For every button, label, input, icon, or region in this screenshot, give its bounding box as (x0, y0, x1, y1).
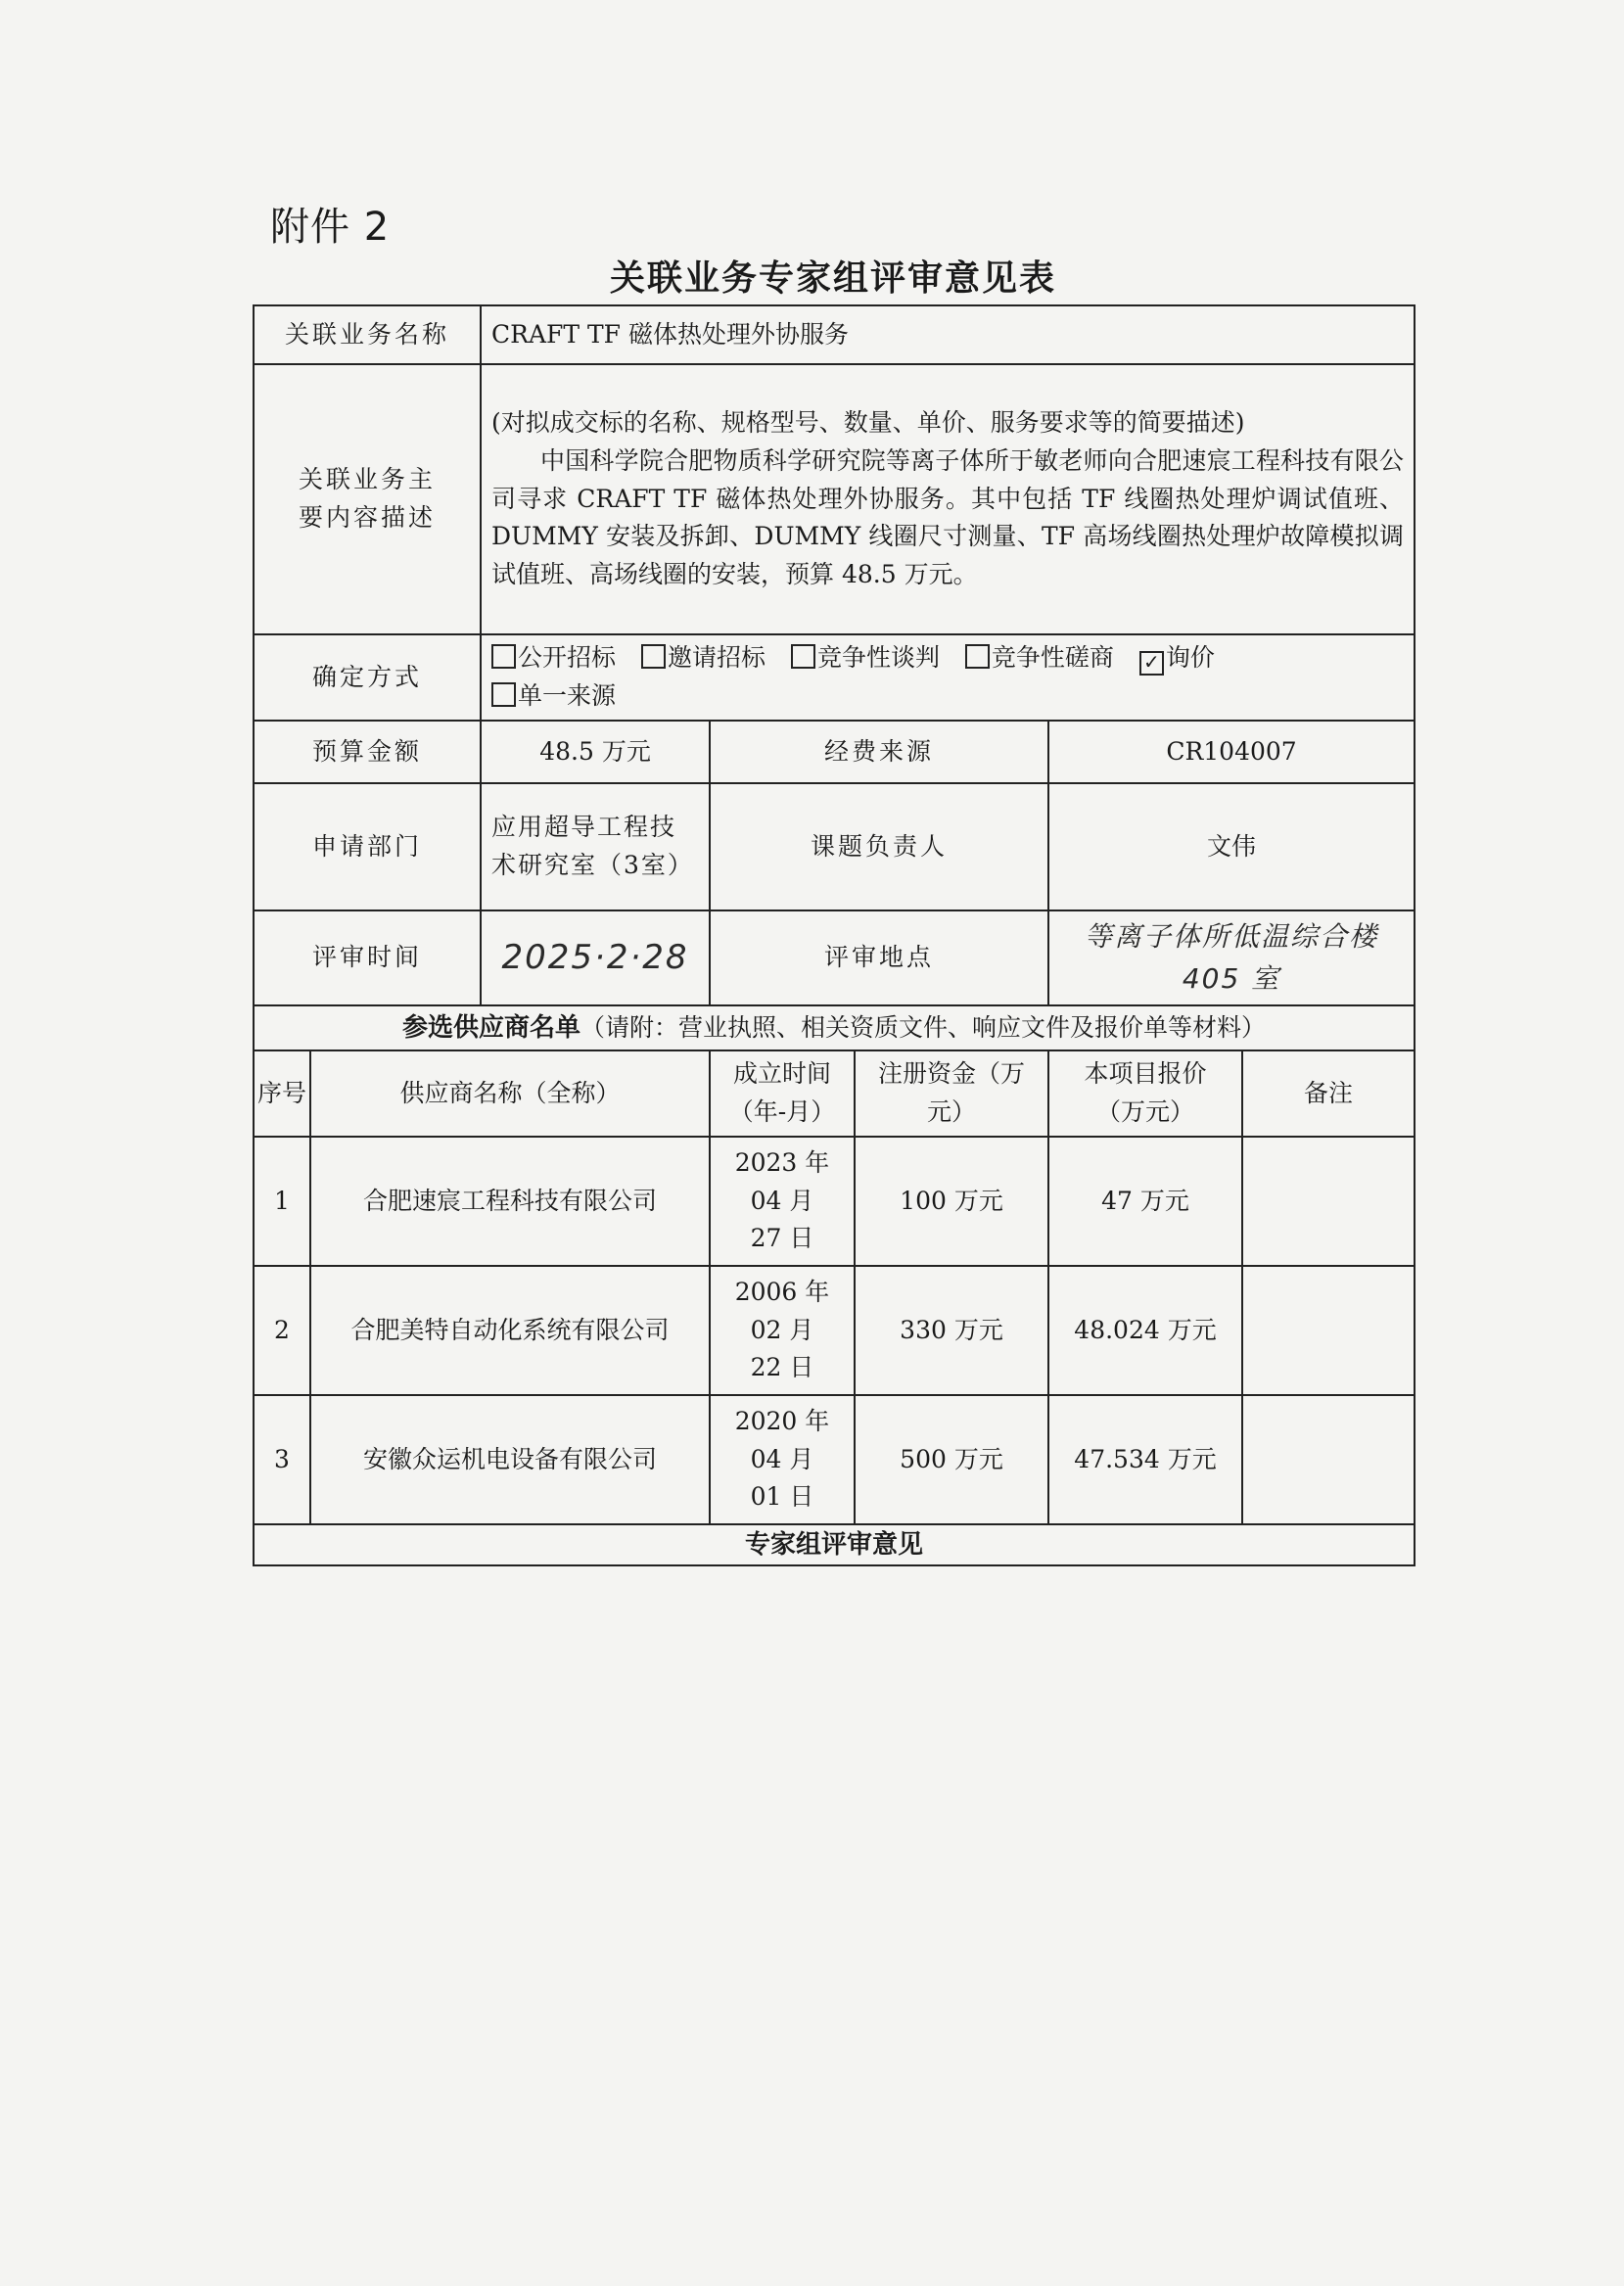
content-label: 关联业务主要内容描述 (254, 364, 481, 634)
content-cell (481, 364, 1415, 634)
header-founded: 成立时间（年-月） (710, 1050, 855, 1137)
row-name: 安徽众运机电设备有限公司 (310, 1395, 710, 1524)
row-founded: 2006 年 02 月 22 日 (710, 1266, 855, 1395)
checkbox[interactable] (491, 644, 516, 669)
leader-label: 课题负责人 (710, 783, 1048, 910)
row-founded: 2020 年 04 月 01 日 (710, 1395, 855, 1524)
leader-value: 文伟 (1048, 783, 1415, 910)
option-competitive-consultation[interactable]: 竞争性磋商 (965, 643, 1114, 672)
funding-label: 经费来源 (710, 721, 1048, 783)
content-hint: (对拟成交标的名称、规格型号、数量、单价、服务要求等的简要描述) (491, 408, 1245, 438)
department-value: 应用超导工程技术研究室（3室） (481, 783, 710, 910)
business-name-value: CRAFT TF 磁体热处理外协服务 (481, 305, 1415, 364)
document-title: 关联业务专家组评审意见表 (609, 258, 1056, 299)
row-no: 1 (254, 1137, 310, 1266)
option-inquiry[interactable]: ✓ 询价 (1139, 643, 1215, 672)
option-public-tender[interactable]: 公开招标 (491, 643, 616, 672)
checkbox[interactable] (491, 682, 516, 707)
row-remark (1242, 1395, 1415, 1524)
review-form-table (253, 304, 1415, 1566)
funding-value: CR104007 (1048, 721, 1415, 783)
row-no: 3 (254, 1395, 310, 1524)
review-time-label: 评审时间 (254, 910, 481, 1005)
row-capital: 100 万元 (855, 1137, 1048, 1266)
department-label: 申请部门 (254, 783, 481, 910)
row-capital: 330 万元 (855, 1266, 1048, 1395)
header-remark: 备注 (1242, 1050, 1415, 1137)
checkbox[interactable] (791, 644, 815, 669)
review-place-label: 评审地点 (710, 910, 1048, 1005)
header-no: 序号 (254, 1050, 310, 1137)
row-remark (1242, 1137, 1415, 1266)
row-quote: 47 万元 (1048, 1137, 1242, 1266)
content-body: 中国科学院合肥物质科学研究院等离子体所于敏老师向合肥速宸工程科技有限公司寻求 CRAFT TF 磁体热处理外协服务。其中包括 TF 线圈热处理炉调试值班、DUMMY 安装及拆卸、DUMMY 线圈尺寸测量、TF 高场线圈热处理炉故障模拟调试值班、高场线圈的安装，预算 48.5 万元。 (491, 445, 1405, 589)
header-quote: 本项目报价（万元） (1048, 1050, 1242, 1137)
method-options (481, 634, 1415, 721)
row-remark (1242, 1266, 1415, 1395)
row-name: 合肥美特自动化系统有限公司 (310, 1266, 710, 1395)
checkbox[interactable] (965, 644, 990, 669)
row-quote: 47.534 万元 (1048, 1395, 1242, 1524)
opinion-title: 专家组评审意见 (254, 1524, 1415, 1565)
row-no: 2 (254, 1266, 310, 1395)
table-row (254, 1266, 1415, 1395)
method-label: 确定方式 (254, 634, 481, 721)
header-name: 供应商名称（全称） (310, 1050, 710, 1137)
budget-label: 预算金额 (254, 721, 481, 783)
checkbox[interactable] (641, 644, 666, 669)
row-capital: 500 万元 (855, 1395, 1048, 1524)
attachment-label: 附件 2 (270, 205, 391, 250)
suppliers-section-header (254, 1005, 1415, 1050)
row-name: 合肥速宸工程科技有限公司 (310, 1137, 710, 1266)
suppliers-title: 参选供应商名单 (401, 1012, 580, 1043)
table-row (254, 1137, 1415, 1266)
option-invited-tender[interactable]: 邀请招标 (641, 643, 766, 672)
checkbox-checked[interactable]: ✓ (1139, 651, 1164, 676)
row-quote: 48.024 万元 (1048, 1266, 1242, 1395)
review-time-handwritten: 2025·2·28 (501, 938, 689, 978)
budget-value: 48.5 万元 (481, 721, 710, 783)
row-founded: 2023 年 04 月 27 日 (710, 1137, 855, 1266)
header-capital: 注册资金（万元） (855, 1050, 1048, 1137)
option-single-source[interactable]: 单一来源 (491, 681, 616, 710)
option-competitive-negotiation[interactable]: 竞争性谈判 (791, 643, 940, 672)
review-place-handwritten: 等离子体所低温综合楼 405 室 (1085, 920, 1379, 996)
suppliers-note: （请附：营业执照、相关资质文件、响应文件及报价单等材料） (580, 1012, 1267, 1042)
table-row (254, 1395, 1415, 1524)
business-name-label: 关联业务名称 (254, 305, 481, 364)
